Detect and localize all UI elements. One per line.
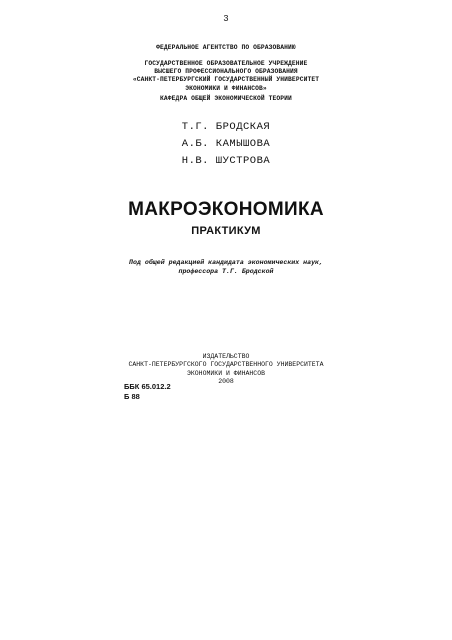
bbk-line: Б 88 [124, 392, 140, 401]
publisher-line: 2008 [218, 377, 234, 385]
publisher-block [0, 353, 452, 386]
book-title: МАКРОЭКОНОМИКА [128, 199, 324, 220]
book-subtitle: ПРАКТИКУМ [191, 225, 261, 237]
editor-note [0, 258, 452, 276]
university-line: «САНКТ-ПЕТЕРБУРГСКИЙ ГОСУДАРСТВЕННЫЙ УНИВЕРСИТЕТ [132, 76, 320, 84]
page-number: 3 [223, 14, 229, 24]
university-line: ВЫСШЕГО ПРОФЕССИОНАЛЬНОГО ОБРАЗОВАНИЯ [154, 68, 298, 76]
editor-line: Под общей редакцией кандидата экономических наук, [129, 259, 323, 266]
university-line: ЭКОНОМИКИ И ФИНАНСОВ» [185, 84, 267, 92]
bbk-code-block [124, 382, 171, 402]
publisher-line: САНКТ-ПЕТЕРБУРГСКОГО ГОСУДАРСТВЕННОГО УНИВЕРСИТЕТА [128, 361, 324, 369]
department-line: КАФЕДРА ОБЩЕЙ ЭКОНОМИЧЕСКОЙ ТЕОРИИ [160, 95, 292, 102]
author-name: А.Б. КАМЫШОВА [181, 138, 271, 150]
bbk-line: ББК 65.012.2 [124, 382, 171, 391]
agency-line: ФЕДЕРАЛЬНОЕ АГЕНТСТВО ПО ОБРАЗОВАНИЮ [156, 44, 296, 51]
editor-line: профессора Т.Г. Бродской [178, 268, 274, 275]
authors-block [0, 119, 452, 170]
author-name: Т.Г. БРОДСКАЯ [181, 121, 271, 133]
publisher-line: ИЗДАТЕЛЬСТВО [202, 353, 250, 360]
publisher-line: ЭКОНОМИКИ И ФИНАНСОВ [186, 369, 265, 377]
author-name: Н.В. ШУСТРОВА [181, 155, 271, 167]
university-line: ГОСУДАРСТВЕННОЕ ОБРАЗОВАТЕЛЬНОЕ УЧРЕЖДЕНИЕ [144, 60, 308, 67]
university-block [0, 60, 452, 93]
